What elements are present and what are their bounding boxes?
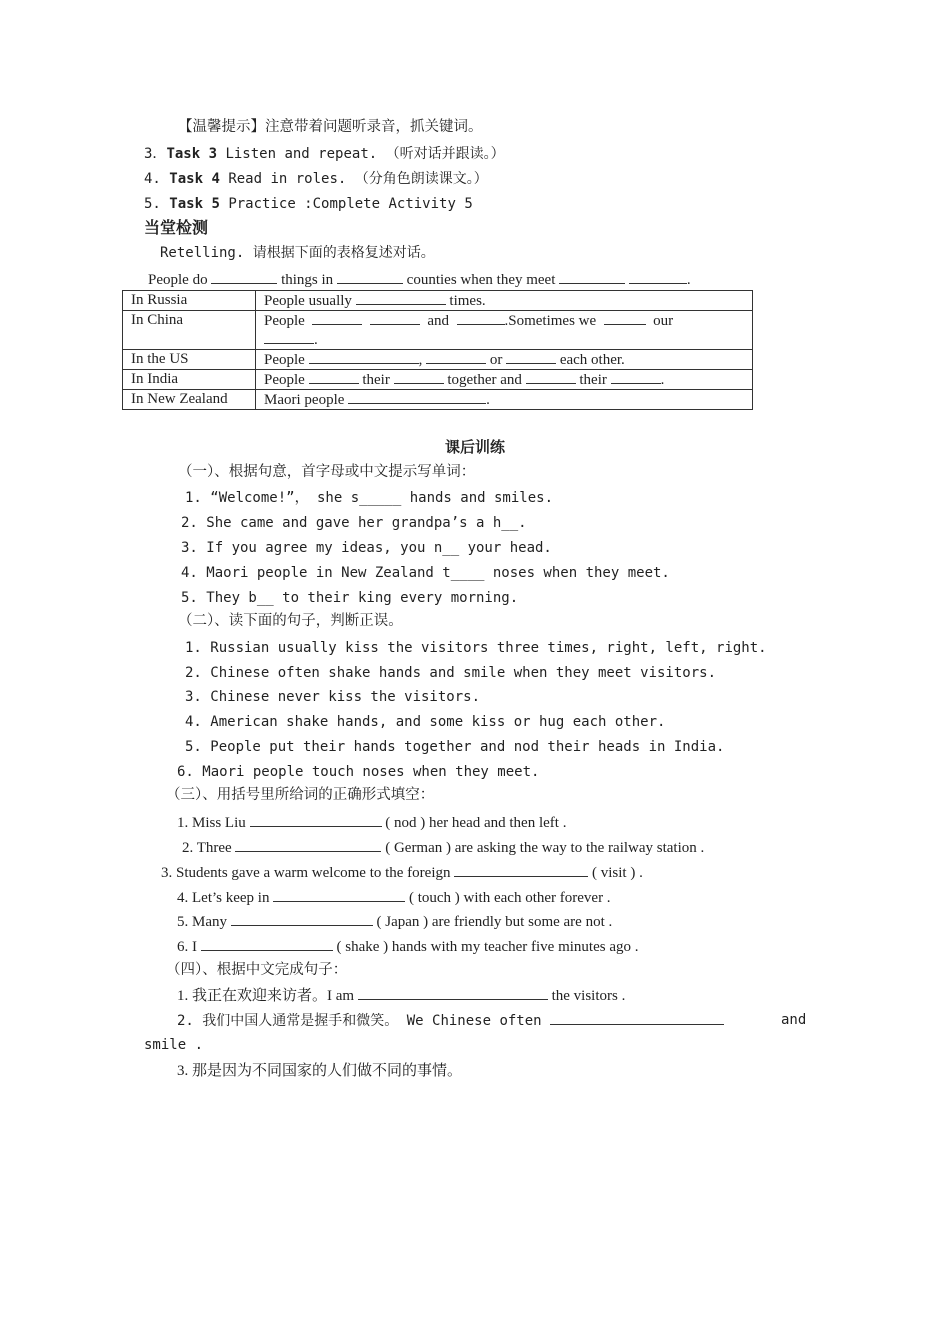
blank[interactable] [629,270,687,284]
country-cell: In the US [123,350,256,370]
blank[interactable] [201,937,333,951]
task-4: 4. Task 4 Read in roles. （分角色朗读课文。） [144,171,488,187]
country-cell: In China [123,311,256,350]
blank[interactable] [506,350,556,364]
blank[interactable] [348,390,486,404]
country-cell: In Russia [123,291,256,311]
blank[interactable] [358,986,548,1000]
exercise-item: 4. American shake hands, and some kiss or hug each other. [185,714,666,730]
retelling-sentence: People do things in counties when they meet . [148,272,691,288]
exercise-item: 3. Chinese never kiss the visitors. [185,689,481,705]
task-3: 3．Task 3 Listen and repeat. （听对话并跟读。） [144,146,505,162]
blank[interactable] [250,813,382,827]
fill-item: 4. Let’s keep in ( touch ) with each other forever . [177,890,611,906]
check-heading: 当堂检测 [144,218,209,237]
fill-item: 6. I ( shake ) hands with my teacher five minutes ago . [177,939,639,955]
blank[interactable] [604,311,646,325]
fill-item: 2. Three ( German ) are asking the way to the railway station . [182,840,705,856]
task-5: 5. Task 5 Practice :Complete Activity 5 [144,196,473,212]
blank[interactable] [264,330,314,344]
blank[interactable] [273,888,405,902]
exercise-item: 1. “Welcome!”， she s_____ hands and smiles. [185,490,554,506]
blank[interactable] [454,863,588,877]
exercise-item: 4. Maori people in New Zealand t____ noses when they meet. [181,565,670,581]
table-row [123,390,753,410]
exercise-item: 1. Russian usually kiss the visitors three times, right, left, right. [185,640,767,656]
blank[interactable] [309,350,419,364]
blank[interactable] [426,350,486,364]
description-cell: Maori people . [256,390,753,410]
translate-item-tail: and [781,1012,807,1028]
description-cell: People and .Sometimes we our . [256,311,753,350]
blank[interactable] [394,370,444,384]
exercise-item: 3. If you agree my ideas, you n__ your head. [181,540,552,556]
blank[interactable] [559,270,625,284]
tip-text: 【温馨提示】注意带着问题听录音，抓关键词。 [178,119,483,135]
description-cell: People their together and their . [256,370,753,390]
blank[interactable] [457,311,505,325]
description-cell: People usually times. [256,291,753,311]
section-4-title: （四）、根据中文完成句子： [166,962,348,978]
blank[interactable] [526,370,576,384]
section-2-title: （二）、读下面的句子，判断正误。 [178,613,403,629]
blank[interactable] [312,311,362,325]
blank[interactable] [611,370,661,384]
translate-item-wrap: smile . [144,1037,204,1053]
fill-item: 5. Many ( Japan ) are friendly but some are not . [177,914,613,930]
blank[interactable] [211,270,277,284]
exercise-item: 2. She came and gave her grandpa’s a h__. [181,515,527,531]
translate-item: 1. 我正在欢迎来访者。I am the visitors . [177,986,626,1004]
retelling-table [122,290,753,410]
exercise-item: 6. Maori people touch noses when they meet. [177,764,540,780]
table-row [123,311,753,350]
blank[interactable] [231,912,373,926]
description-cell: People , or each other. [256,350,753,370]
translate-item: 3. 那是因为不同国家的人们做不同的事情。 [177,1061,463,1079]
blank[interactable] [337,270,403,284]
country-cell: In India [123,370,256,390]
blank[interactable] [235,838,381,852]
section-1-title: （一）、根据句意，首字母或中文提示写单词： [178,464,476,480]
exercise-item: 2. Chinese often shake hands and smile when they meet visitors. [185,665,717,681]
country-cell: In New Zealand [123,390,256,410]
blank[interactable] [370,311,420,325]
homework-title: 课后训练 [444,438,505,456]
fill-item: 3. Students gave a warm welcome to the foreign ( visit ) . [161,865,643,881]
table-row [123,291,753,311]
table-row [123,350,753,370]
fill-item: 1. Miss Liu ( nod ) her head and then left . [177,815,567,831]
translate-item: 2. 我们中国人通常是握手和微笑。 We Chinese often [177,1011,724,1030]
blank[interactable] [309,370,359,384]
section-3-title: （三）、用括号里所给词的正确形式填空： [166,787,435,803]
blank[interactable] [356,291,446,305]
retelling-instruction: Retelling. 请根据下面的表格复述对话。 [160,245,435,261]
table-row [123,370,753,390]
exercise-item: 5. They b__ to their king every morning. [181,590,519,606]
exercise-item: 5. People put their hands together and nod their heads in India. [185,739,725,755]
blank[interactable] [550,1011,724,1025]
